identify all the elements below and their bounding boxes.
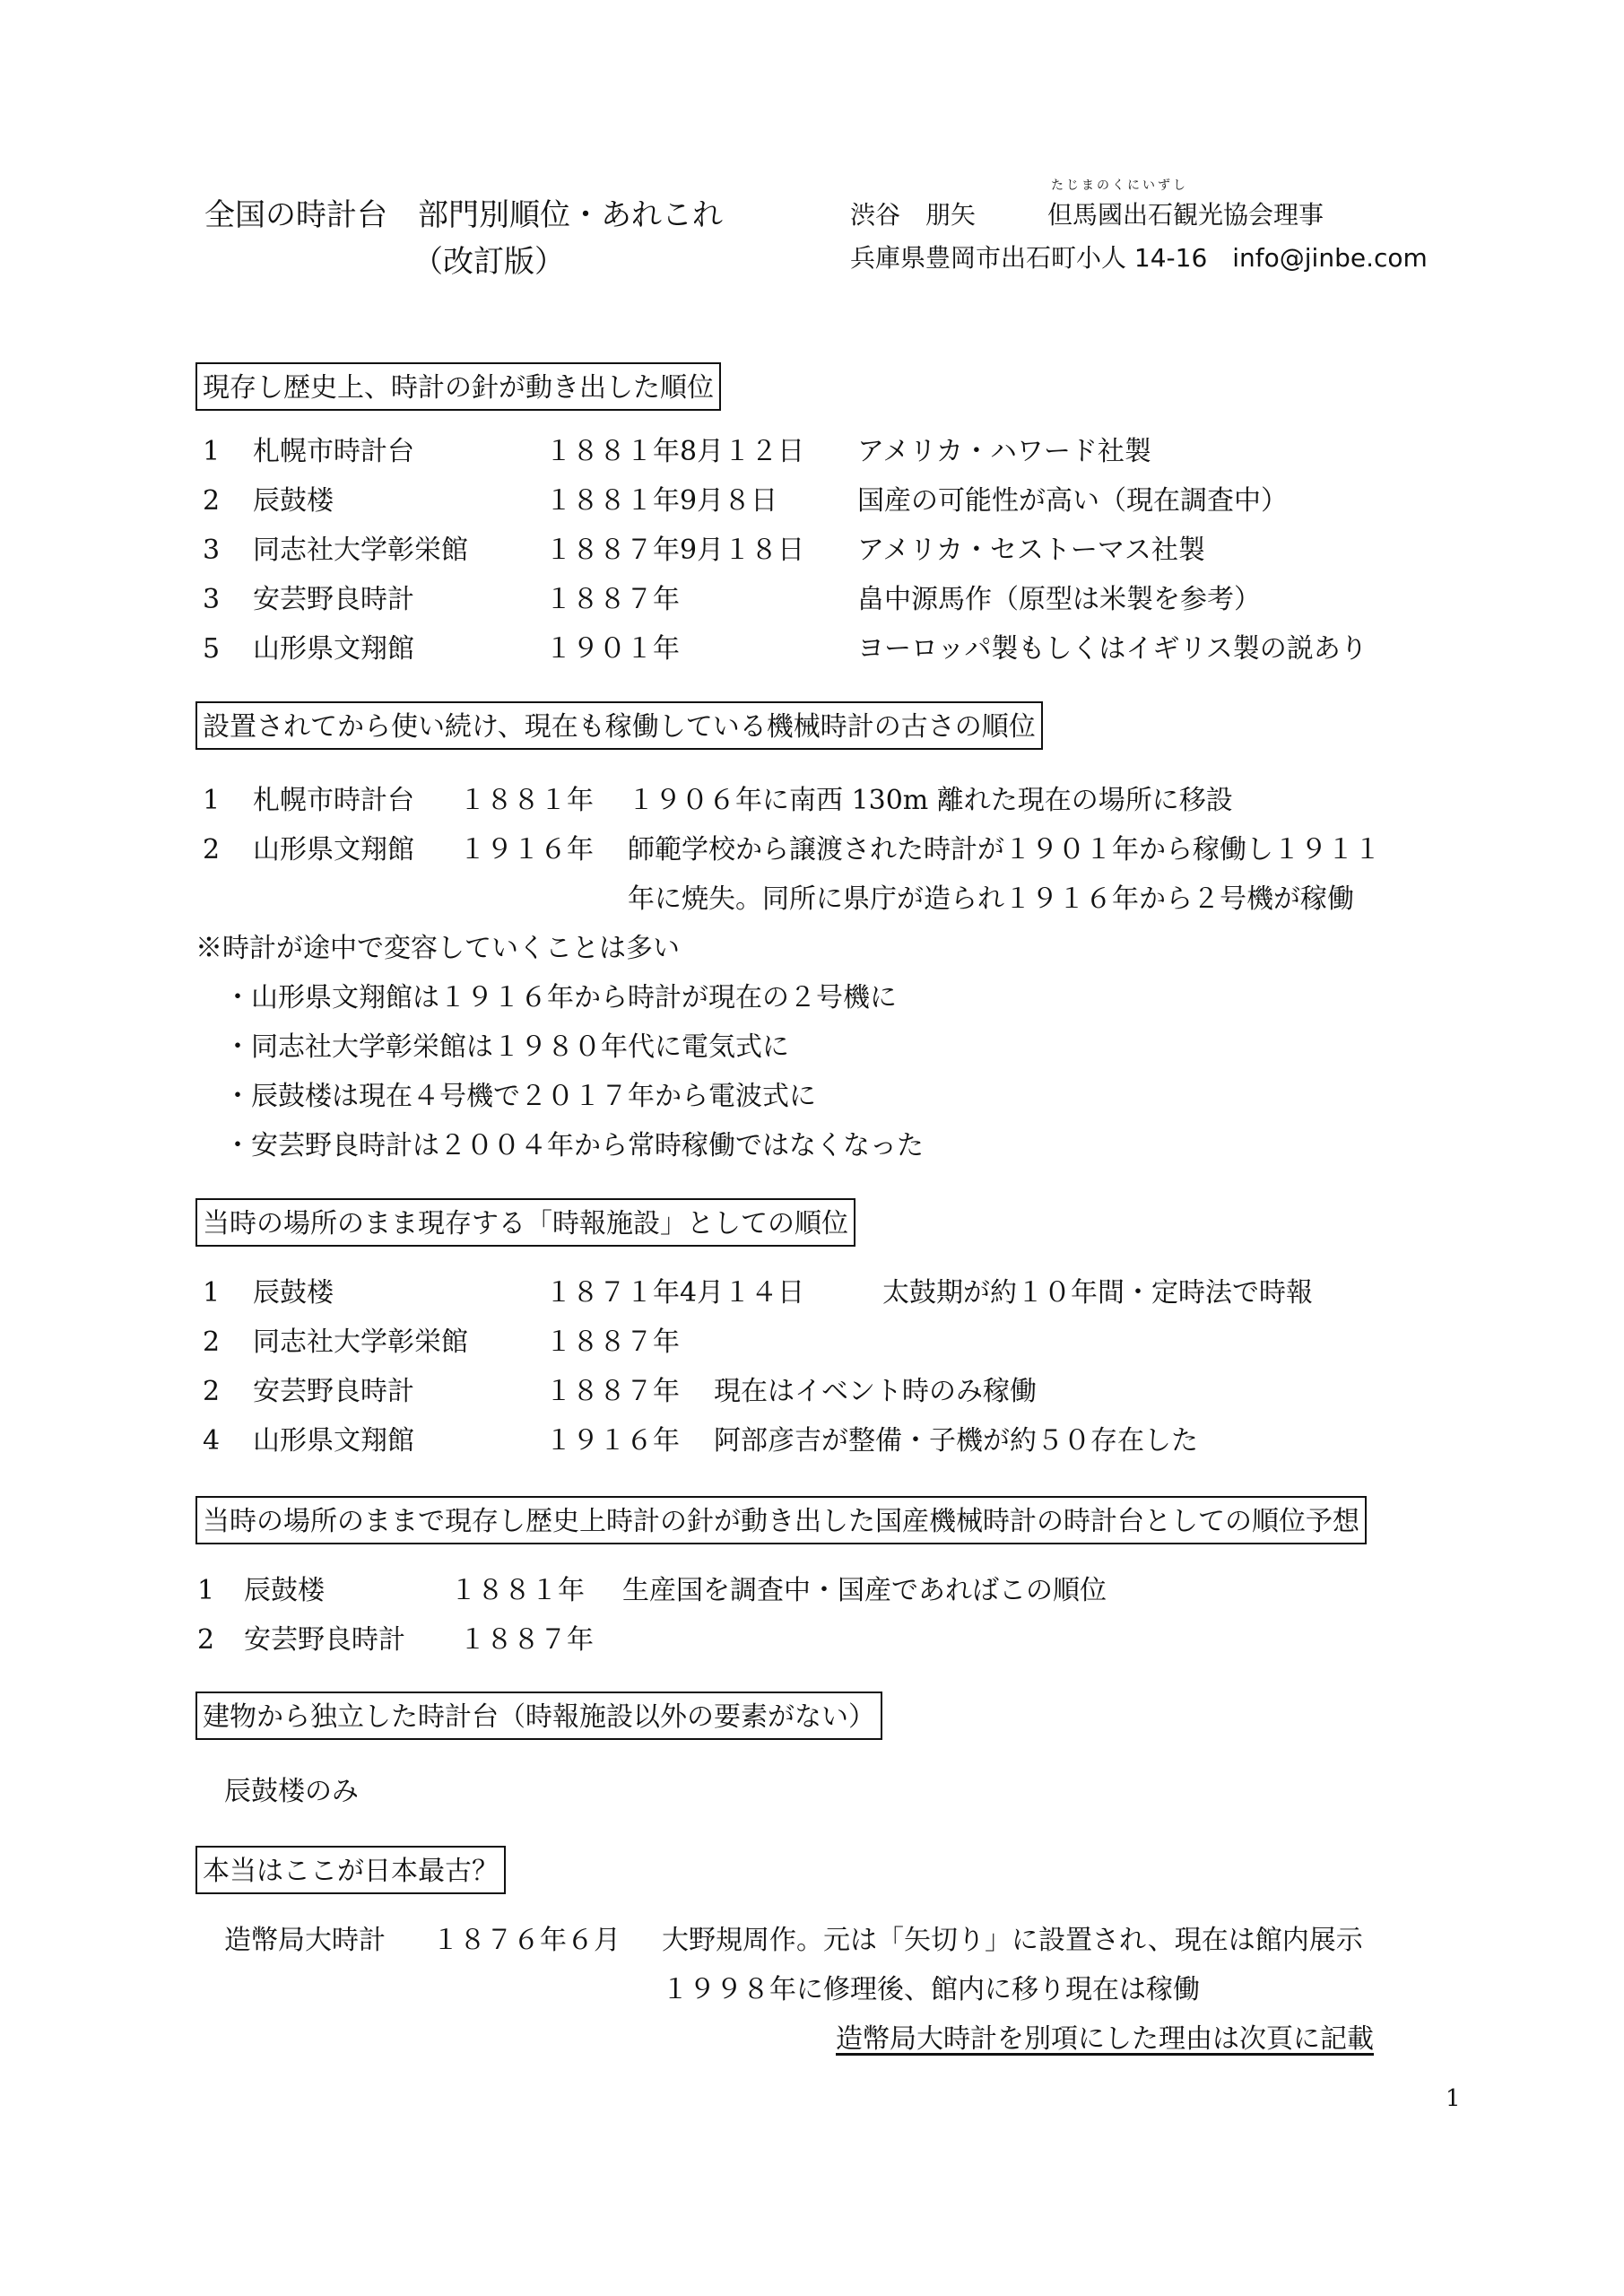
rank: 2	[203, 834, 221, 865]
section-5-text: 辰鼓楼のみ	[224, 1776, 359, 1807]
organization: 但馬國出石観光協会理事	[1047, 200, 1324, 230]
rank: 5	[203, 633, 221, 665]
start-date: １８８７年	[459, 1624, 594, 1656]
section-3-heading: 当時の場所のまま現存する「時報施設」としての順位	[195, 1198, 855, 1247]
note: 国産の可能性が高い（現在調査中）	[857, 485, 1288, 517]
note: 畠中源馬作（原型は米製を参考）	[857, 584, 1261, 615]
start-date: １８７６年６月	[432, 1925, 621, 1956]
note: 阿部彦吉が整備・子機が約５０存在した	[714, 1425, 1198, 1457]
clock-name: 山形県文翔館	[253, 633, 414, 665]
start-date: １８８１年8月１２日	[545, 436, 805, 467]
rank: 3	[203, 584, 221, 615]
note: １９０６年に南西 130m 離れた現在の場所に移設	[628, 785, 1233, 816]
section-5-heading: 建物から独立した時計台（時報施設以外の要素がない）	[195, 1692, 882, 1740]
clock-name: 辰鼓楼	[253, 485, 334, 517]
note: 太鼓期が約１０年間・定時法で時報	[882, 1277, 1313, 1309]
rank: 1	[203, 785, 221, 816]
start-date: １８８７年	[545, 584, 680, 615]
clock-name: 山形県文翔館	[253, 834, 414, 865]
section-6-heading: 本当はここが日本最古？	[195, 1846, 506, 1894]
note: アメリカ・セストーマス社製	[857, 535, 1205, 566]
clock-name: 同志社大学彰栄館	[253, 535, 468, 566]
rank: 2	[197, 1624, 215, 1656]
start-date: １８８７年	[545, 1376, 680, 1407]
bullet-item: ・同志社大学彰栄館は１９８０年代に電気式に	[224, 1031, 789, 1063]
rank: 2	[203, 485, 221, 517]
author-name: 渋谷 朋矢	[850, 200, 977, 230]
section-1-heading: 現存し歴史上、時計の針が動き出した順位	[195, 362, 721, 411]
rank: 2	[203, 1326, 221, 1358]
start-date: １８８１年	[459, 785, 594, 816]
start-date: １８８１年	[450, 1575, 585, 1606]
clock-name: 安芸野良時計	[253, 584, 414, 615]
note: 大野規周作。元は「矢切り」に設置され、現在は館内展示	[662, 1925, 1363, 1956]
clock-name: 札幌市時計台	[253, 785, 414, 816]
note: 生産国を調査中・国産であればこの順位	[622, 1575, 1107, 1606]
note: 師範学校から譲渡された時計が１９０１年から稼働し１９１１	[628, 834, 1381, 865]
note: アメリカ・ハワード社製	[857, 436, 1151, 467]
rank: 2	[203, 1376, 221, 1407]
page-subtitle: （改訂版）	[413, 244, 565, 280]
remark: ※時計が途中で変容していくことは多い	[195, 933, 680, 964]
page-number: 1	[1446, 2085, 1461, 2112]
start-date: １９１６年	[545, 1425, 680, 1457]
start-date: １８８７年	[545, 1326, 680, 1358]
rank: 4	[203, 1425, 221, 1457]
clock-name: 辰鼓楼	[244, 1575, 325, 1606]
clock-name: 安芸野良時計	[244, 1624, 405, 1656]
note: ヨーロッパ製もしくはイギリス製の説あり	[857, 633, 1368, 665]
start-date: １８８７年9月１８日	[545, 535, 805, 566]
rank: 1	[203, 1277, 221, 1309]
note-continued: 年に焼失。同所に県庁が造られ１９１６年から２号機が稼働	[628, 883, 1354, 915]
rank: 3	[203, 535, 221, 566]
section-2-heading: 設置されてから使い続け、現在も稼働している機械時計の古さの順位	[195, 701, 1043, 750]
start-date: １９１６年	[459, 834, 594, 865]
start-date: １８７１年4月１４日	[545, 1277, 805, 1309]
start-date: １９０１年	[545, 633, 680, 665]
section-4-heading: 当時の場所のままで現存し歴史上時計の針が動き出した国産機械時計の時計台としての順位予想	[195, 1496, 1367, 1544]
clock-name: 山形県文翔館	[253, 1425, 414, 1457]
note-continued: １９９８年に修理後、館内に移り現在は稼働	[662, 1974, 1200, 2005]
page-title: 全国の時計台 部門別順位・あれこれ	[204, 197, 723, 233]
org-ruby: たじまのくにいずし	[1051, 178, 1188, 193]
clock-name: 造幣局大時計	[224, 1925, 386, 1956]
start-date: １８８１年9月８日	[545, 485, 778, 517]
clock-name: 辰鼓楼	[253, 1277, 334, 1309]
clock-name: 安芸野良時計	[253, 1376, 414, 1407]
bullet-item: ・辰鼓楼は現在４号機で２０１７年から電波式に	[224, 1081, 816, 1112]
bullet-item: ・安芸野良時計は２００４年から常時稼働ではなくなった	[224, 1130, 924, 1161]
bullet-item: ・山形県文翔館は１９１６年から時計が現在の２号機に	[224, 982, 897, 1013]
clock-name: 同志社大学彰栄館	[253, 1326, 468, 1358]
note: 現在はイベント時のみ稼働	[714, 1376, 1037, 1407]
rank: 1	[197, 1575, 215, 1606]
footnote-link: 造幣局大時計を別項にした理由は次頁に記載	[836, 2023, 1374, 2055]
address: 兵庫県豊岡市出石町小人 14-16 info@jinbe.com	[850, 243, 1428, 273]
rank: 1	[203, 436, 221, 467]
clock-name: 札幌市時計台	[253, 436, 414, 467]
